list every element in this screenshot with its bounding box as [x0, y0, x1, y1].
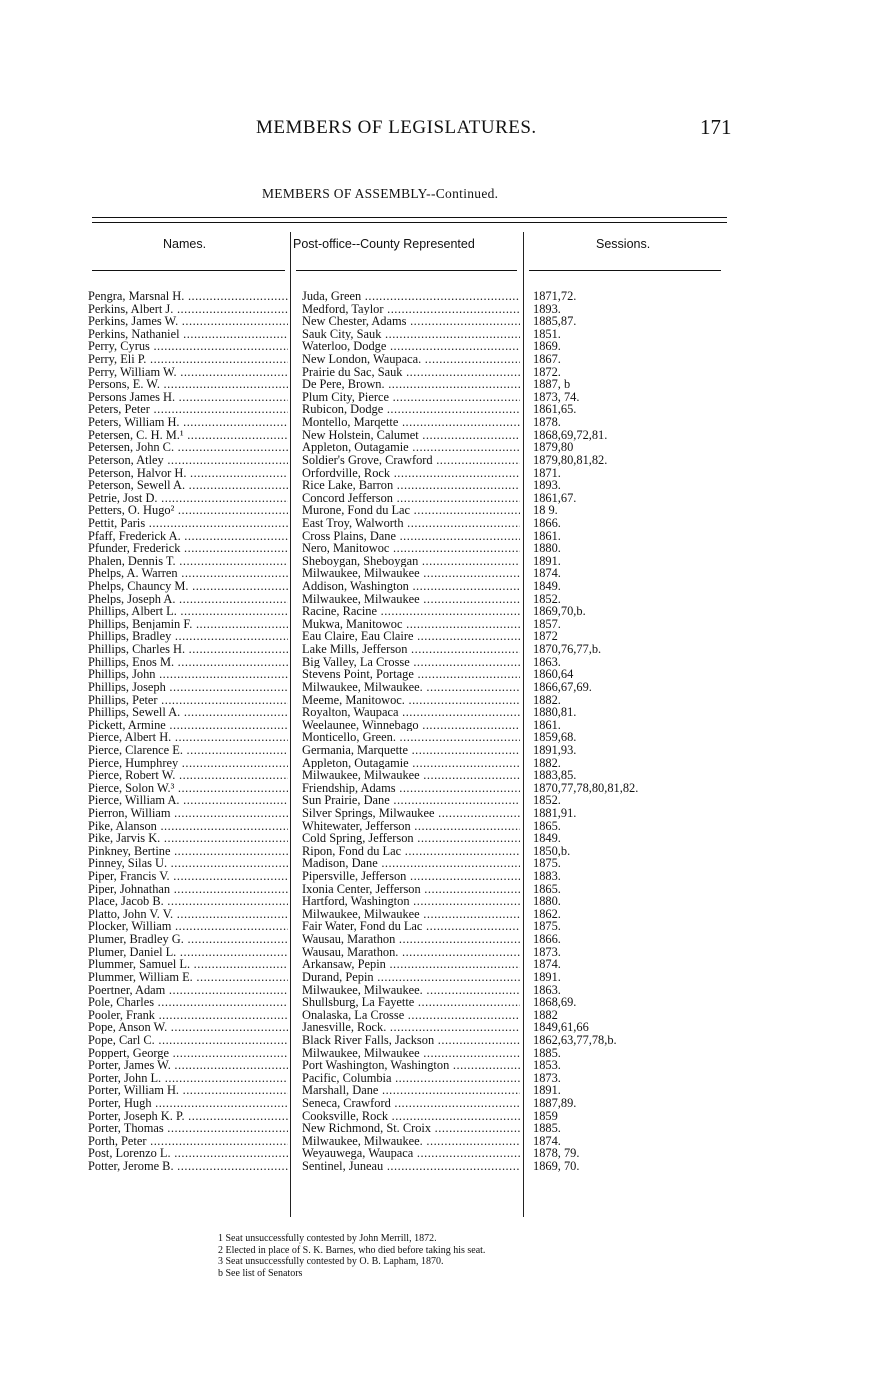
sessions-served: 1851. [533, 327, 561, 341]
member-name: Perkins, Nathaniel ..... [88, 328, 288, 341]
table-row [0, 744, 869, 757]
sessions-served: 1859 [533, 1109, 558, 1123]
sessions-served: 1865. [533, 882, 561, 896]
post-office-county: Milwaukee, Milwaukee ..... [302, 1047, 520, 1060]
member-name: Pinney, Silas U. ..... [88, 857, 288, 870]
member-name: Platto, John V. V. ..... [88, 908, 288, 921]
member-name: Pengra, Marsnal H. ..... [88, 290, 288, 303]
member-name: Persons James H. ..... [88, 391, 288, 404]
sessions-served: 1881,91. [533, 806, 577, 820]
table-row [0, 794, 869, 807]
post-office-county: Murone, Fond du Lac ..... [302, 504, 520, 517]
table-row [0, 719, 869, 732]
sessions-served: 1861. [533, 529, 561, 543]
member-name: Porter, Thomas ..... [88, 1122, 288, 1135]
table-row [0, 1021, 869, 1034]
table-row [0, 479, 869, 492]
sessions-served: 1871,72. [533, 290, 577, 303]
sessions-served: 1857. [533, 617, 561, 631]
post-office-county: Appleton, Outagamie ..... [302, 757, 520, 770]
table-row [0, 429, 869, 442]
sessions-served: 1875. [533, 857, 561, 871]
post-office-county: Ripon, Fond du Lac ..... [302, 845, 520, 858]
post-office-county: Milwaukee, Milwaukee ..... [302, 908, 520, 921]
table-row [0, 567, 869, 580]
member-name: Perkins, James W. ..... [88, 315, 288, 328]
table-row [0, 1059, 869, 1072]
sessions-served: 1879,80 [533, 441, 574, 454]
post-office-county: Appleton, Outagamie ..... [302, 441, 520, 454]
member-name: Phillips, Enos M. ..... [88, 656, 288, 669]
sessions-served: 1861. [533, 718, 561, 732]
member-name: Plummer, Samuel L. ..... [88, 958, 288, 971]
member-name: Phalen, Dennis T. ..... [88, 555, 288, 568]
sessions-served: 1885. [533, 1122, 561, 1135]
member-name: Phillips, Peter ..... [88, 694, 288, 707]
member-name: Phillips, Albert L. ..... [88, 605, 288, 618]
sessions-served: 1853. [533, 1059, 561, 1072]
member-name: Plummer, William E. ..... [88, 971, 288, 984]
post-office-county: Waterloo, Dodge ..... [302, 340, 520, 353]
member-name: Perry, William W. ..... [88, 366, 288, 379]
member-name: Porter, James W. ..... [88, 1059, 288, 1072]
post-office-county: Milwaukee, Milwaukee. ..... [302, 681, 520, 694]
post-office-county: Prairie du Sac, Sauk ..... [302, 366, 520, 379]
post-office-county: Royalton, Waupaca ..... [302, 706, 520, 719]
sessions-served: 1885,87. [533, 315, 577, 328]
post-office-county: Stevens Point, Portage ..... [302, 668, 520, 681]
sessions-served: 1849. [533, 580, 561, 593]
sessions-served: 1865. [533, 819, 561, 833]
post-office-county: Ixonia Center, Jefferson ..... [302, 883, 520, 896]
table-row [0, 441, 869, 454]
member-name: Place, Jacob B. ..... [88, 895, 288, 908]
member-name: Pierce, Robert W. ..... [88, 769, 288, 782]
sessions-served: 1867. [533, 353, 561, 366]
post-office-county: New Richmond, St. Croix ..... [302, 1122, 520, 1135]
member-name: Phelps, Joseph A. ..... [88, 593, 288, 606]
post-office-county: Pacific, Columbia ..... [302, 1072, 520, 1085]
post-office-county: Lake Mills, Jefferson ..... [302, 643, 520, 656]
sessions-served: 18 9. [533, 504, 558, 517]
sessions-served: 1887,89. [533, 1097, 577, 1110]
footnote: b See list of Senators [218, 1267, 303, 1279]
sessions-served: 1873. [533, 1071, 561, 1085]
member-name: Porter, John L. ..... [88, 1072, 288, 1085]
member-name: Phillips, Benjamin F. ..... [88, 618, 288, 631]
member-name: Poppert, George ..... [88, 1047, 288, 1060]
sessions-served: 1849,61,66 [533, 1021, 589, 1034]
table-row [0, 1147, 869, 1160]
table-row [0, 883, 869, 896]
member-name: Porter, Joseph K. P. ..... [88, 1110, 288, 1123]
sessions-served: 1852. [533, 592, 561, 606]
member-name: Pole, Charles ..... [88, 996, 288, 1009]
table-row [0, 1110, 869, 1123]
member-name: Pierce, Solon W.³ ..... [88, 782, 288, 795]
member-name: Perry, Cyrus ..... [88, 340, 288, 353]
sessions-served: 1861,67. [533, 491, 577, 505]
sessions-served: 1885. [533, 1046, 561, 1060]
post-office-county: Cold Spring, Jefferson ..... [302, 832, 520, 845]
table-row [0, 454, 869, 467]
table-row [0, 391, 869, 404]
post-office-county: Port Washington, Washington ..... [302, 1059, 520, 1072]
table-row [0, 630, 869, 643]
member-name: Pfaff, Frederick A. ..... [88, 530, 288, 543]
member-name: Pfunder, Frederick ..... [88, 542, 288, 555]
post-office-county: Mukwa, Manitowoc ..... [302, 618, 520, 631]
table-row [0, 832, 869, 845]
column-header-names: Names. [163, 237, 207, 251]
post-office-county: Sauk City, Sauk ..... [302, 328, 520, 341]
post-office-county: Rice Lake, Barron ..... [302, 479, 520, 492]
sessions-served: 1891. [533, 1084, 561, 1098]
table-row [0, 984, 869, 997]
member-name: Poertner, Adam ..... [88, 984, 288, 997]
post-office-county: Milwaukee, Milwaukee ..... [302, 769, 520, 782]
table-row [0, 656, 869, 669]
post-office-county: Hartford, Washington ..... [302, 895, 520, 908]
sessions-served: 1891. [533, 970, 561, 984]
table-row [0, 605, 869, 618]
post-office-county: Weyauwega, Waupaca ..... [302, 1147, 520, 1160]
sessions-served: 1870,76,77,b. [533, 643, 602, 656]
table-row [0, 315, 869, 328]
table-row [0, 933, 869, 946]
table-row [0, 971, 869, 984]
post-office-county: Eau Claire, Eau Claire ..... [302, 630, 520, 643]
member-name: Pooler, Frank ..... [88, 1009, 288, 1022]
member-name: Pierce, Clarence E. ..... [88, 744, 288, 757]
sessions-served: 1860,64 [533, 668, 574, 681]
member-name: Plumer, Bradley G. ..... [88, 933, 288, 946]
post-office-county: Pipersville, Jefferson ..... [302, 870, 520, 883]
sessions-served: 1874. [533, 1134, 561, 1148]
sessions-served: 1871. [533, 466, 561, 480]
member-name: Pinkney, Bertine ..... [88, 845, 288, 858]
post-office-county: Shullsburg, La Fayette ..... [302, 996, 520, 1009]
member-name: Pike, Alanson ..... [88, 820, 288, 833]
table-row [0, 1122, 869, 1135]
post-office-county: Sentinel, Juneau ..... [302, 1160, 520, 1173]
member-name: Peterson, Halvor H. ..... [88, 467, 288, 480]
table-row [0, 643, 869, 656]
sessions-served: 1882 [533, 1008, 558, 1022]
sessions-served: 1872. [533, 365, 561, 379]
member-name: Perry, Eli P. ..... [88, 353, 288, 366]
sessions-served: 1872 [533, 630, 558, 644]
post-office-county: De Pere, Brown. ..... [302, 378, 520, 391]
table-row [0, 303, 869, 316]
sessions-served: 1887, b [533, 378, 571, 391]
sessions-served: 1873. [533, 945, 561, 959]
sessions-served: 1893. [533, 479, 561, 492]
table-top-rule [92, 217, 727, 218]
sessions-served: 1870,77,78,80,81,82. [533, 781, 639, 795]
table-row [0, 1009, 869, 1022]
post-office-county: Wausau, Marathon. ..... [302, 946, 520, 959]
post-office-county: Milwaukee, Milwaukee. ..... [302, 1135, 520, 1148]
running-head [0, 117, 869, 147]
post-office-county: Monticello, Green. ..... [302, 731, 520, 744]
member-name: Porter, Hugh ..... [88, 1097, 288, 1110]
post-office-county: Milwaukee, Milwaukee ..... [302, 593, 520, 606]
sessions-served: 1859,68. [533, 731, 577, 744]
member-name: Petersen, John C. ..... [88, 441, 288, 454]
member-name: Pettit, Paris ..... [88, 517, 288, 530]
post-office-county: Arkansaw, Pepin ..... [302, 958, 520, 971]
table-top-rule-thin [92, 222, 727, 223]
sessions-served: 1893. [533, 302, 561, 316]
sessions-served: 1868,69,72,81. [533, 428, 608, 442]
table-row [0, 580, 869, 593]
post-office-county: Durand, Pepin ..... [302, 971, 520, 984]
table-row [0, 681, 869, 694]
member-name: Phillips, John ..... [88, 668, 288, 681]
table-row [0, 593, 869, 606]
sessions-served: 1880,81. [533, 706, 577, 719]
table-row [0, 1072, 869, 1085]
header-rule-sessions [529, 270, 721, 271]
table-row [0, 467, 869, 480]
table-row [0, 731, 869, 744]
member-name: Phillips, Bradley ..... [88, 630, 288, 643]
member-name: Phelps, Chauncy M. ..... [88, 580, 288, 593]
post-office-county: Concord Jefferson ..... [302, 492, 520, 505]
table-row [0, 857, 869, 870]
sessions-served: 1880. [533, 542, 561, 555]
header-rule-post-office [296, 270, 517, 271]
member-name: Peterson, Atley ..... [88, 454, 288, 467]
table-row [0, 668, 869, 681]
sessions-served: 1862. [533, 907, 561, 921]
sessions-served: 1882. [533, 756, 561, 770]
member-name: Phillips, Charles H. ..... [88, 643, 288, 656]
section-title: MEMBERS OF ASSEMBLY--Continued. [262, 186, 499, 201]
post-office-county: Seneca, Crawford ..... [302, 1097, 520, 1110]
post-office-county: Milwaukee, Milwaukee. ..... [302, 984, 520, 997]
member-name: Persons, E. W. ..... [88, 378, 288, 391]
post-office-county: Sheboygan, Sheboygan ..... [302, 555, 520, 568]
table-row [0, 618, 869, 631]
table-row [0, 706, 869, 719]
post-office-county: Germania, Marquette ..... [302, 744, 520, 757]
member-name: Piper, Johnathan ..... [88, 883, 288, 896]
table-row [0, 378, 869, 391]
post-office-county: Onalaska, La Crosse ..... [302, 1009, 520, 1022]
member-name: Pope, Carl C. ..... [88, 1034, 288, 1047]
member-name: Perkins, Albert J. ..... [88, 303, 288, 316]
member-name: Potter, Jerome B. ..... [88, 1160, 288, 1173]
post-office-county: Friendship, Adams ..... [302, 782, 520, 795]
member-name: Phillips, Joseph ..... [88, 681, 288, 694]
running-title: MEMBERS OF LEGISLATURES. [256, 117, 537, 138]
table-row [0, 366, 869, 379]
member-name: Petters, O. Hugo² ..... [88, 504, 288, 517]
sessions-served: 1861,65. [533, 403, 577, 417]
post-office-county: Weelaunee, Winnebago ..... [302, 719, 520, 732]
post-office-county: Nero, Manitowoc ..... [302, 542, 520, 555]
table-row [0, 1135, 869, 1148]
table-row [0, 555, 869, 568]
table-row [0, 1084, 869, 1097]
column-header-sessions: Sessions. [596, 237, 651, 251]
sessions-served: 1891,93. [533, 743, 577, 757]
member-name: Phillips, Sewell A. ..... [88, 706, 288, 719]
member-name: Pierce, William A. ..... [88, 794, 288, 807]
footnote: 2 Elected in place of S. K. Barnes, who died before taking his seat. [218, 1244, 486, 1256]
member-name: Pierron, William ..... [88, 807, 288, 820]
post-office-county: Sun Prairie, Dane ..... [302, 794, 520, 807]
sessions-served: 1873, 74. [533, 390, 580, 404]
table-row [0, 504, 869, 517]
table-row [0, 517, 869, 530]
post-office-county: Black River Falls, Jackson ..... [302, 1034, 520, 1047]
member-name: Porter, William H. ..... [88, 1084, 288, 1097]
table-row [0, 996, 869, 1009]
sessions-served: 1883. [533, 870, 561, 883]
table-row [0, 845, 869, 858]
member-name: Piper, Francis V. ..... [88, 870, 288, 883]
post-office-county: Madison, Dane ..... [302, 857, 520, 870]
post-office-county: Orfordville, Rock ..... [302, 467, 520, 480]
table-row [0, 530, 869, 543]
table-row [0, 353, 869, 366]
sessions-served: 1891. [533, 554, 561, 568]
table-row [0, 290, 869, 303]
post-office-county: Whitewater, Jefferson ..... [302, 820, 520, 833]
table-row [0, 403, 869, 416]
post-office-county: Silver Springs, Milwaukee ..... [302, 807, 520, 820]
member-name: Pike, Jarvis K. ..... [88, 832, 288, 845]
table-row [0, 958, 869, 971]
sessions-served: 1852. [533, 794, 561, 807]
sessions-served: 1878. [533, 416, 561, 429]
post-office-county: Plum City, Pierce ..... [302, 391, 520, 404]
table-row [0, 908, 869, 921]
header-rule-names [92, 270, 285, 271]
footnote: 1 Seat unsuccessfully contested by John Merrill, 1872. [218, 1233, 437, 1244]
table-row [0, 1047, 869, 1060]
post-office-county: New Holstein, Calumet ..... [302, 429, 520, 442]
table-row [0, 542, 869, 555]
sessions-served: 1863. [533, 983, 561, 997]
post-office-county: New Chester, Adams ..... [302, 315, 520, 328]
members-table [0, 290, 869, 1173]
member-name: Pickett, Armine ..... [88, 719, 288, 732]
post-office-county: Janesville, Rock. ..... [302, 1021, 520, 1034]
post-office-county: Soldier's Grove, Crawford ..... [302, 454, 520, 467]
sessions-served: 1869, 70. [533, 1160, 580, 1173]
table-row [0, 1097, 869, 1110]
page-number: 171 [700, 115, 732, 139]
post-office-county: Addison, Washington ..... [302, 580, 520, 593]
table-row [0, 1034, 869, 1047]
sessions-served: 1849. [533, 832, 561, 845]
member-name: Porth, Peter ..... [88, 1135, 288, 1148]
member-name: Plumer, Daniel L. ..... [88, 946, 288, 959]
member-name: Peters, William H. ..... [88, 416, 288, 429]
table-row [0, 820, 869, 833]
post-office-county: Milwaukee, Milwaukee ..... [302, 567, 520, 580]
table-row [0, 492, 869, 505]
table-row [0, 1160, 869, 1173]
post-office-county: Big Valley, La Crosse ..... [302, 656, 520, 669]
table-row [0, 946, 869, 959]
sessions-served: 1862,63,77,78,b. [533, 1033, 617, 1047]
sessions-served: 1869,70,b. [533, 605, 586, 618]
sessions-served: 1874. [533, 958, 561, 971]
table-row [0, 757, 869, 770]
post-office-county: Medford, Taylor ..... [302, 303, 520, 316]
table-row [0, 328, 869, 341]
post-office-county: East Troy, Walworth ..... [302, 517, 520, 530]
table-row [0, 416, 869, 429]
table-row [0, 694, 869, 707]
footnote: 3 Seat unsuccessfully contested by O. B. Lapham, 1870. [218, 1256, 444, 1268]
member-name: Petrie, Jost D. ..... [88, 492, 288, 505]
member-name: Petersen, C. H. M.¹ ..... [88, 429, 288, 442]
sessions-served: 1866. [533, 933, 561, 946]
sessions-served: 1869. [533, 340, 561, 354]
sessions-served: 1883,85. [533, 769, 577, 782]
post-office-county: Meeme, Manitowoc. ..... [302, 694, 520, 707]
table-row [0, 895, 869, 908]
sessions-served: 1868,69. [533, 996, 577, 1009]
footnotes [218, 1233, 485, 1279]
post-office-county: Wausau, Marathon ..... [302, 933, 520, 946]
sessions-served: 1878, 79. [533, 1147, 580, 1161]
member-name: Post, Lorenzo L. ..... [88, 1147, 288, 1160]
member-name: Pierce, Albert H. ..... [88, 731, 288, 744]
table-row [0, 769, 869, 782]
sessions-served: 1880. [533, 895, 561, 908]
sessions-served: 1874. [533, 567, 561, 581]
member-name: Peters, Peter ..... [88, 403, 288, 416]
table-row [0, 870, 869, 883]
table-row [0, 340, 869, 353]
post-office-county: Marshall, Dane ..... [302, 1084, 520, 1097]
member-name: Phelps, A. Warren ..... [88, 567, 288, 580]
post-office-county: New London, Waupaca. ..... [302, 353, 520, 366]
member-name: Plocker, William ..... [88, 920, 288, 933]
post-office-county: Montello, Marqette ..... [302, 416, 520, 429]
sessions-served: 1879,80,81,82. [533, 453, 608, 467]
sessions-served: 1866. [533, 516, 561, 530]
post-office-county: Cross Plains, Dane ..... [302, 530, 520, 543]
post-office-county: Cooksville, Rock ..... [302, 1110, 520, 1123]
post-office-county: Fair Water, Fond du Lac ..... [302, 920, 520, 933]
member-name: Pierce, Humphrey ..... [88, 757, 288, 770]
post-office-county: Rubicon, Dodge ..... [302, 403, 520, 416]
sessions-served: 1863. [533, 655, 561, 669]
sessions-served: 1866,67,69. [533, 680, 592, 694]
table-row [0, 782, 869, 795]
member-name: Peterson, Sewell A. ..... [88, 479, 288, 492]
post-office-county: Juda, Green ..... [302, 290, 520, 303]
member-name: Pope, Anson W. ..... [88, 1021, 288, 1034]
sessions-served: 1875. [533, 920, 561, 934]
column-header-post-office: Post-office--County Represented [293, 237, 475, 251]
sessions-served: 1850,b. [533, 844, 571, 858]
sessions-served: 1882. [533, 693, 561, 707]
table-row [0, 920, 869, 933]
post-office-county: Racine, Racine ..... [302, 605, 520, 618]
table-row [0, 807, 869, 820]
